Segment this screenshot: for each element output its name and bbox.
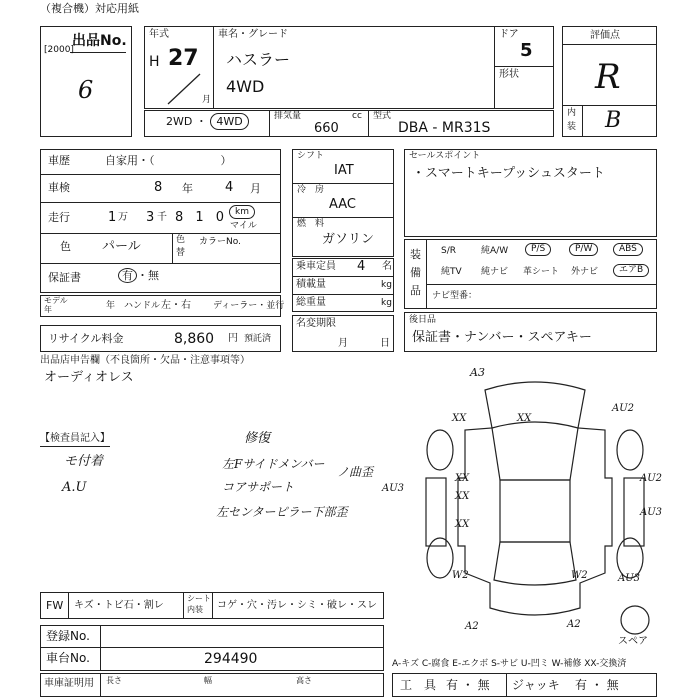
equipment-side-1: 装 (410, 248, 421, 261)
lot-underline (70, 52, 126, 53)
dealer-label: ディーラー・並行 (213, 301, 285, 311)
color-label: 色 (60, 240, 71, 253)
dmg-code-14: A2 (465, 621, 479, 632)
dmg-code-15: A2 (567, 619, 581, 630)
car-rear-glass (494, 542, 576, 585)
modelyear-label-1: モデル (44, 296, 68, 305)
inspection-label: 車検 (48, 181, 70, 194)
registration-label: 登録No. (46, 629, 90, 643)
change-month-unit: 月 (338, 338, 348, 349)
score-divider (562, 105, 657, 106)
interior-label-1: 内 (567, 108, 577, 118)
recycle-note: 預託済 (244, 334, 272, 344)
dmg-code-6: XX (455, 473, 470, 484)
door-label: ドア (499, 29, 519, 40)
recycle-label: リサイクル料金 (48, 332, 124, 345)
equip-row-divider (426, 284, 657, 285)
color-sub-label-1: 色 (176, 235, 186, 245)
wheel-rl (427, 538, 453, 578)
dmg-code-5: AU2 (640, 473, 663, 484)
cert-width: 幅 (204, 676, 212, 685)
mileage-digits: 8 1 0 (175, 210, 229, 225)
dmg-code-1: A3 (470, 366, 485, 379)
color-sub-label-2: 替 (176, 248, 186, 258)
spare-label: スペア (618, 636, 648, 647)
door-value: 5 (520, 40, 533, 61)
fw-seat-1: シート (187, 594, 211, 603)
fw-items2: コゲ・穴・汚レ・シミ・破レ・スレ (217, 600, 377, 611)
drive-options (166, 116, 249, 127)
score-interior-divider (582, 105, 583, 137)
shift-divider (292, 183, 394, 184)
dmg-code-3: XX (517, 413, 532, 424)
chassis-value: 294490 (204, 651, 258, 667)
year-value: 27 (168, 46, 199, 71)
capacity-unit: 名 (382, 261, 392, 272)
lot-stamp: [2000] (44, 45, 74, 55)
aircon-divider (292, 217, 394, 218)
dmg-code-8: XX (455, 491, 470, 502)
mileage-sen-unit: 千 (157, 212, 167, 223)
equip-sr: S/R (441, 246, 456, 256)
inspection-year-unit: 年 (182, 182, 193, 195)
equipment-side-2: 備 (410, 266, 421, 279)
drive-4wd-selected: 4WD (210, 113, 248, 130)
model-label: 車名・グレード (218, 29, 288, 40)
year-slash (150, 70, 210, 108)
mileage-unit-mile: マイル (230, 221, 257, 231)
inspection-year: 8 (154, 180, 163, 195)
load-unit: kg (381, 280, 392, 290)
lot-number: 6 (78, 76, 94, 104)
displacement-unit: cc (352, 111, 362, 121)
fw-label: FW (46, 599, 64, 612)
cert-divider (100, 673, 101, 697)
sales-box (404, 149, 657, 237)
equip-abs: ABS (613, 243, 643, 256)
dmg-code-13: W2 (571, 570, 588, 581)
equipment-side-divider (426, 239, 427, 309)
accessories-value: 保証書・ナンバー・スペアキー (412, 330, 592, 345)
cert-length: 長さ (106, 676, 122, 685)
remarks-label: 出品店申告欄（不良箇所・欠品・注意事項等） (40, 355, 250, 366)
fuel-label: 燃 料 (297, 219, 325, 229)
modelyear-year-unit: 年 (106, 301, 116, 311)
equip-pw: P/W (569, 243, 598, 256)
change-day-unit: 日 (380, 338, 390, 349)
warranty-options: 有 ・無 (118, 270, 159, 281)
fw-divider-2 (183, 592, 184, 619)
displacement-value: 660 (314, 121, 339, 136)
equip-ext-navi: 外ナビ (571, 267, 599, 277)
spare-wheel (621, 606, 649, 634)
history-label: 車歴 (48, 154, 70, 167)
wheel-fl (427, 430, 453, 470)
dmg-code-12: AU3 (618, 573, 641, 584)
mileage-man-unit: 万 (118, 212, 128, 223)
tool-label: 工 具 (400, 678, 437, 692)
equip-ps: P/S (525, 243, 551, 256)
navi-model-label: ナビ型番： (432, 291, 478, 301)
registration-box (40, 625, 384, 648)
history-value: 自家用・（ ） (105, 154, 232, 167)
sales-point: ・スマートキープッシュスタート (412, 166, 605, 181)
door-divider (494, 66, 554, 67)
inspector-header: 修復 (244, 431, 271, 446)
inspector-note2: コアサポート (222, 480, 295, 494)
fw-items: キズ・トビ石・割レ (74, 600, 164, 611)
score-label-divider (562, 44, 657, 45)
sales-label: セールスポイント (409, 151, 481, 161)
color-divider (40, 263, 281, 264)
fw-divider-3 (212, 592, 213, 619)
inspector-line2: A.U (62, 480, 87, 495)
inspector-note3: 左センターピラー下部歪 (216, 505, 348, 519)
interior-label-2: 装 (567, 122, 577, 132)
capacity-label: 乗車定員 (296, 261, 336, 272)
year-month-unit: 月 (202, 95, 212, 105)
tool-divider (506, 673, 507, 697)
tool-options: 有 ・ 無 (446, 678, 490, 692)
lot-label: 出品No. (72, 33, 127, 49)
modelyear-label-2: 年 (44, 305, 52, 314)
capacity-divider (292, 276, 394, 277)
jack-label: ジャッキ (512, 678, 560, 692)
cert-height: 高さ (296, 676, 312, 685)
chassis-label: 車台No. (46, 651, 90, 665)
mileage-man: 1 (108, 210, 117, 225)
warranty-selected: 有 (118, 268, 137, 283)
dmg-code-4: AU2 (612, 403, 635, 414)
equip-airbag: エアB (613, 264, 649, 277)
dmg-code-10: AU3 (640, 507, 663, 518)
mileage-sen: 3 (146, 210, 155, 225)
score-value: R (595, 57, 621, 97)
dmg-code-7: AU3 (382, 483, 405, 494)
equip-aw: 純A/W (481, 246, 509, 256)
inspector-label: 【検査員記入】 (40, 433, 110, 444)
recycle-unit: 円 (228, 333, 238, 344)
accessories-label: 後日品 (409, 315, 437, 325)
score-label: 評価点 (590, 30, 620, 41)
car-roof (492, 422, 578, 480)
fw-divider-1 (68, 592, 69, 619)
year-era: H (149, 54, 160, 70)
wheel-rr (617, 538, 643, 578)
inspection-divider (40, 202, 281, 203)
recycle-value: 8,860 (174, 331, 215, 347)
fw-seat-2: 内装 (187, 605, 203, 614)
equip-navi: 純ナビ (481, 267, 509, 277)
gross-label: 総重量 (296, 297, 326, 308)
door-left (426, 478, 446, 546)
shift-value: IAT (334, 163, 354, 178)
car-cabin (500, 480, 570, 542)
type-label: 型式 (373, 111, 392, 121)
shift-label: シフト (297, 151, 325, 161)
change-label: 名変期限 (296, 318, 336, 329)
mileage-label: 走行 (48, 211, 70, 224)
dmg-code-2: XX (452, 413, 467, 424)
mileage-divider (40, 233, 281, 234)
aircon-label: 冷 房 (297, 185, 325, 195)
color-value: パール (102, 239, 141, 254)
equipment-side-3: 品 (410, 284, 421, 297)
door-shape-label: 形状 (499, 69, 519, 80)
inspection-month: 4 (225, 180, 234, 195)
load-label: 積載量 (296, 279, 326, 290)
aircon-value: AAC (329, 197, 356, 212)
inspector-note1b: ノ曲歪 (337, 465, 374, 479)
fuel-value: ガソリン (322, 232, 375, 247)
inspector-note1: 左Fサイドメンバー (222, 457, 325, 471)
legend: A-キズ C-腐食 E-エクボ S-サビ U-凹ミ W-補修 XX-交換済 (392, 659, 627, 669)
capacity-value: 4 (357, 259, 366, 274)
remarks-value: オーディオレス (44, 370, 134, 385)
year-label: 年式 (149, 29, 169, 40)
interior-value: B (605, 108, 622, 133)
load-divider (292, 294, 394, 295)
handle-label: ハンドル (124, 301, 161, 311)
warranty-label: 保証書 (48, 271, 81, 284)
model-name: ハスラー (226, 50, 291, 69)
dmg-code-9: XX (455, 519, 470, 530)
jack-options: 有 ・ 無 (575, 678, 619, 692)
inspector-underline (40, 446, 110, 447)
form-header: （複合機）対応用紙 (40, 2, 139, 15)
wheel-fr (617, 430, 643, 470)
color-sub-divider (172, 233, 173, 263)
inspector-line1: モ付着 (64, 454, 104, 469)
type-value: DBA - MR31S (398, 120, 491, 136)
displacement-label: 排気量 (274, 111, 302, 121)
colorno-label: カラーNo. (199, 237, 241, 247)
dmg-code-11: W2 (452, 570, 469, 581)
mileage-unit-km: km (229, 208, 255, 217)
gross-unit: kg (381, 298, 392, 308)
equip-leather: 革シート (523, 267, 560, 277)
model-grade: 4WD (226, 77, 265, 96)
drive-2wd: 2WD ・ (166, 115, 207, 128)
car-body-outline (458, 382, 612, 615)
inspection-month-unit: 月 (250, 182, 261, 195)
history-divider (40, 174, 281, 175)
cert-label: 車庫証明用 (44, 678, 94, 689)
equip-tv: 純TV (441, 267, 462, 277)
handle-value: 左・右 (161, 300, 191, 311)
